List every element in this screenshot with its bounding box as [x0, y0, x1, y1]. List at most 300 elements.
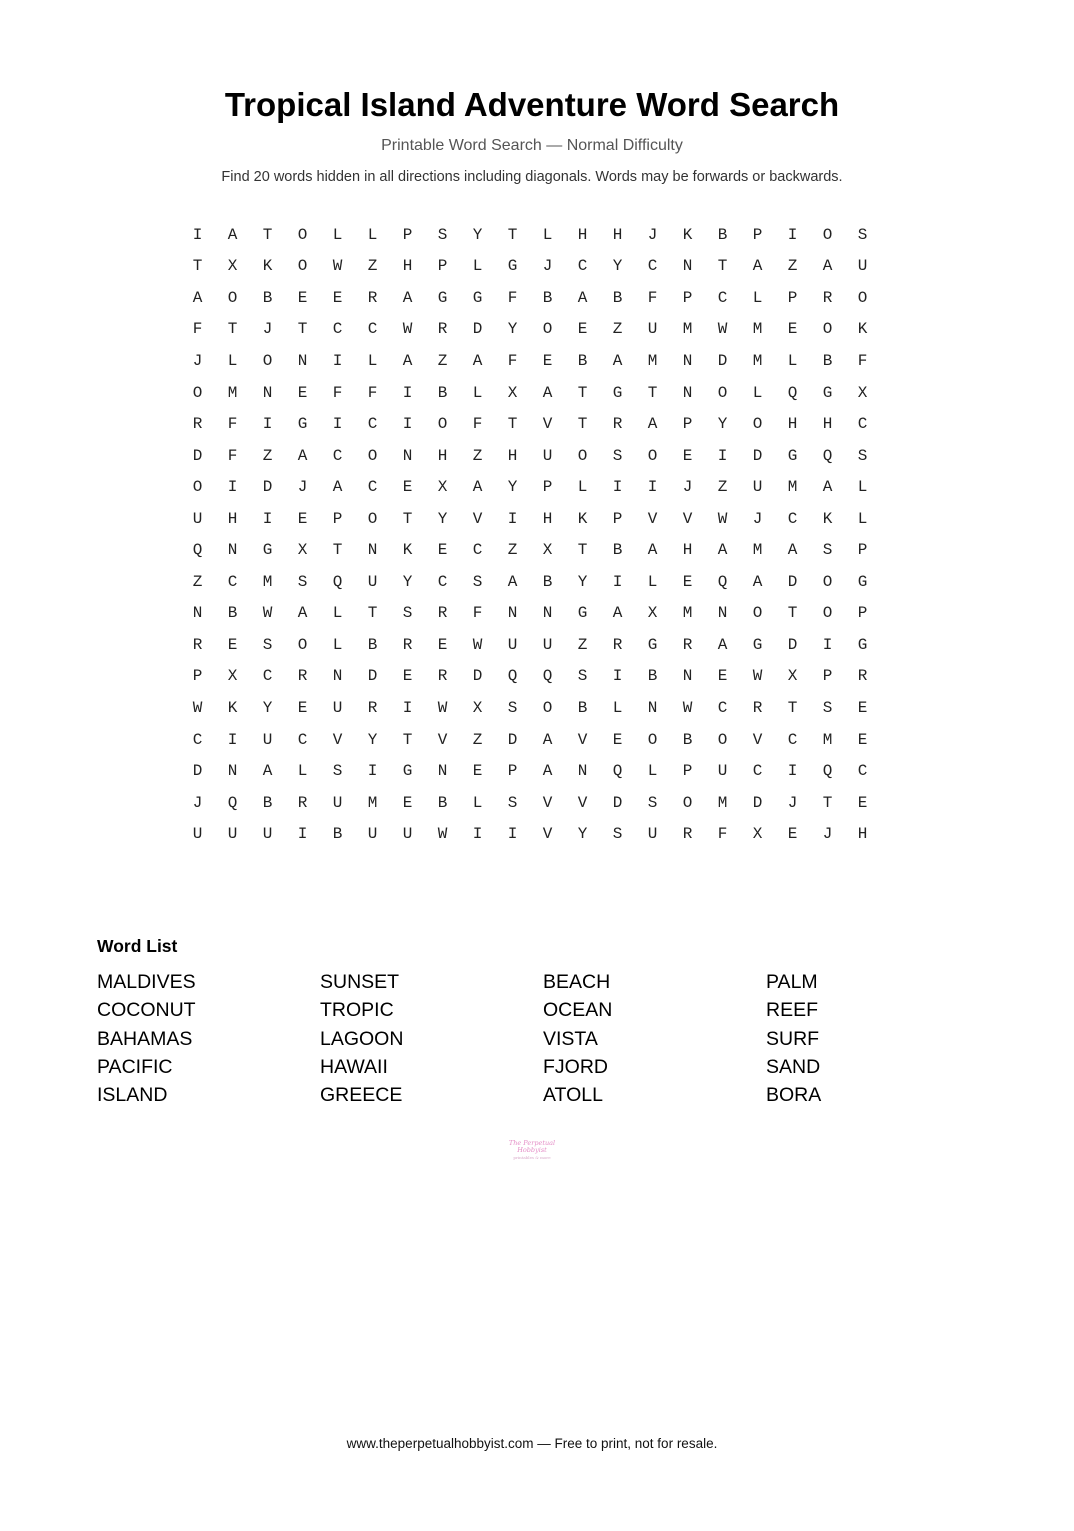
- grid-cell: V: [437, 730, 448, 749]
- grid-cell: I: [227, 730, 238, 749]
- grid-cell: R: [192, 415, 203, 434]
- grid-cell: E: [857, 698, 868, 717]
- grid-cell: U: [507, 635, 518, 654]
- grid-cell: P: [682, 415, 693, 434]
- grid-cell: J: [647, 225, 658, 244]
- grid-cell: N: [332, 667, 343, 686]
- grid-cell: A: [297, 604, 308, 623]
- grid-cell: Y: [437, 509, 448, 528]
- grid-cell: S: [612, 825, 623, 844]
- grid-cell: I: [332, 351, 343, 370]
- grid-cell: T: [577, 415, 588, 434]
- grid-cell: A: [647, 541, 658, 560]
- grid-row: [180, 377, 880, 409]
- grid-cell: A: [647, 415, 658, 434]
- grid-cell: E: [787, 825, 798, 844]
- grid-cell: X: [752, 825, 763, 844]
- grid-cell: O: [647, 446, 658, 465]
- grid-cell: R: [192, 635, 203, 654]
- grid-cell: S: [857, 446, 868, 465]
- grid-cell: O: [262, 351, 273, 370]
- grid-cell: S: [612, 446, 623, 465]
- grid-cell: M: [367, 793, 378, 812]
- grid-cell: V: [542, 825, 553, 844]
- grid-cell: A: [612, 604, 623, 623]
- grid-cell: A: [542, 730, 553, 749]
- grid-cell: A: [752, 572, 763, 591]
- grid-cell: M: [227, 383, 238, 402]
- word-list-item: FJORD: [543, 1055, 608, 1078]
- grid-cell: J: [192, 351, 203, 370]
- grid-cell: I: [332, 415, 343, 434]
- grid-cell: H: [402, 257, 413, 276]
- word-list-column: [320, 968, 543, 1109]
- grid-cell: O: [227, 288, 238, 307]
- grid-cell: G: [822, 383, 833, 402]
- grid-cell: T: [787, 698, 798, 717]
- grid-cell: I: [227, 478, 238, 497]
- grid-cell: B: [542, 572, 553, 591]
- grid-cell: B: [682, 730, 693, 749]
- grid-cell: I: [647, 478, 658, 497]
- grid-cell: X: [787, 667, 798, 686]
- grid-cell: F: [857, 351, 868, 370]
- grid-cell: A: [262, 762, 273, 781]
- grid-cell: D: [192, 762, 203, 781]
- grid-cell: T: [577, 383, 588, 402]
- instructions-text: Find 20 words hidden in all directions including diagonals. Words may be forwards or backwards.: [221, 169, 843, 185]
- grid-cell: C: [752, 762, 763, 781]
- grid-cell: H: [437, 446, 448, 465]
- grid-cell: Q: [542, 667, 553, 686]
- grid-cell: T: [297, 320, 308, 339]
- grid-cell: T: [402, 730, 413, 749]
- grid-cell: M: [752, 541, 763, 560]
- grid-cell: B: [542, 288, 553, 307]
- grid-cell: Q: [192, 541, 203, 560]
- grid-cell: Z: [192, 572, 203, 591]
- grid-cell: D: [752, 446, 763, 465]
- grid-cell: I: [402, 383, 413, 402]
- grid-cell: M: [787, 478, 798, 497]
- grid-cell: C: [857, 415, 868, 434]
- grid-cell: R: [612, 415, 623, 434]
- grid-cell: R: [437, 604, 448, 623]
- word-list-item: GREECE: [320, 1084, 403, 1107]
- grid-cell: E: [472, 762, 483, 781]
- grid-cell: F: [332, 383, 343, 402]
- grid-cell: N: [682, 351, 693, 370]
- grid-cell: N: [682, 667, 693, 686]
- grid-cell: S: [822, 541, 833, 560]
- grid-cell: E: [542, 351, 553, 370]
- grid-cell: C: [787, 730, 798, 749]
- grid-cell: Z: [507, 541, 518, 560]
- grid-cell: U: [542, 635, 553, 654]
- grid-cell: L: [472, 383, 483, 402]
- grid-cell: Q: [227, 793, 238, 812]
- grid-cell: G: [472, 288, 483, 307]
- grid-cell: Z: [577, 635, 588, 654]
- grid-cell: T: [262, 225, 273, 244]
- grid-cell: O: [367, 446, 378, 465]
- grid-row: [180, 282, 880, 314]
- grid-cell: E: [682, 446, 693, 465]
- grid-cell: I: [192, 225, 203, 244]
- grid-cell: X: [507, 383, 518, 402]
- grid-cell: H: [857, 825, 868, 844]
- grid-cell: Z: [472, 446, 483, 465]
- grid-cell: A: [787, 541, 798, 560]
- grid-cell: H: [577, 225, 588, 244]
- grid-cell: U: [262, 825, 273, 844]
- grid-cell: D: [717, 351, 728, 370]
- grid-cell: T: [402, 509, 413, 528]
- grid-row: [180, 818, 880, 850]
- grid-cell: E: [332, 288, 343, 307]
- word-list-item: LAGOON: [320, 1027, 404, 1050]
- grid-cell: X: [297, 541, 308, 560]
- grid-row: [180, 251, 880, 283]
- grid-cell: P: [682, 762, 693, 781]
- grid-cell: L: [647, 762, 658, 781]
- grid-cell: U: [332, 698, 343, 717]
- grid-cell: R: [437, 667, 448, 686]
- grid-cell: M: [822, 730, 833, 749]
- grid-cell: S: [577, 667, 588, 686]
- grid-cell: U: [402, 825, 413, 844]
- grid-cell: I: [612, 478, 623, 497]
- word-list-item: BEACH: [543, 971, 611, 993]
- word-list-item: ISLAND: [97, 1084, 168, 1107]
- grid-cell: X: [647, 604, 658, 623]
- grid-cell: T: [647, 383, 658, 402]
- grid-cell: V: [332, 730, 343, 749]
- grid-cell: F: [507, 351, 518, 370]
- grid-cell: C: [577, 257, 588, 276]
- grid-cell: G: [297, 415, 308, 434]
- grid-cell: D: [787, 572, 798, 591]
- grid-cell: M: [752, 351, 763, 370]
- grid-cell: V: [542, 415, 553, 434]
- grid-row: [180, 661, 880, 693]
- grid-row: [180, 692, 880, 724]
- word-list-column: [543, 968, 766, 1109]
- grid-cell: O: [717, 383, 728, 402]
- grid-cell: H: [542, 509, 553, 528]
- page-subtitle: Printable Word Search — Normal Difficulty: [381, 137, 683, 154]
- grid-cell: N: [297, 351, 308, 370]
- grid-cell: L: [227, 351, 238, 370]
- grid-cell: J: [787, 793, 798, 812]
- word-list: [97, 968, 997, 1109]
- word-list-item: BAHAMAS: [97, 1027, 193, 1050]
- grid-cell: S: [437, 225, 448, 244]
- grid-cell: N: [682, 383, 693, 402]
- grid-cell: O: [822, 604, 833, 623]
- grid-cell: R: [682, 635, 693, 654]
- grid-cell: B: [262, 793, 273, 812]
- grid-cell: U: [192, 509, 203, 528]
- word-list-item: COCONUT: [97, 999, 196, 1022]
- grid-cell: M: [717, 793, 728, 812]
- grid-cell: E: [682, 572, 693, 591]
- grid-row: [180, 724, 880, 756]
- grid-cell: Q: [717, 572, 728, 591]
- grid-cell: O: [682, 793, 693, 812]
- grid-cell: T: [367, 604, 378, 623]
- grid-cell: C: [262, 667, 273, 686]
- grid-cell: E: [717, 667, 728, 686]
- grid-cell: L: [857, 478, 868, 497]
- grid-cell: W: [192, 698, 203, 717]
- grid-cell: P: [332, 509, 343, 528]
- grid-cell: K: [227, 698, 238, 717]
- grid-cell: O: [822, 320, 833, 339]
- grid-cell: Q: [787, 383, 798, 402]
- grid-cell: T: [227, 320, 238, 339]
- grid-cell: E: [297, 383, 308, 402]
- grid-cell: F: [507, 288, 518, 307]
- grid-cell: O: [367, 509, 378, 528]
- grid-cell: O: [752, 604, 763, 623]
- grid-row: [180, 503, 880, 535]
- grid-cell: F: [192, 320, 203, 339]
- grid-cell: I: [367, 762, 378, 781]
- grid-cell: O: [717, 730, 728, 749]
- grid-cell: F: [227, 415, 238, 434]
- grid-cell: C: [332, 446, 343, 465]
- grid-cell: A: [542, 383, 553, 402]
- grid-cell: B: [437, 793, 448, 812]
- word-list-item: REEF: [766, 999, 819, 1022]
- grid-cell: I: [472, 825, 483, 844]
- grid-cell: I: [787, 762, 798, 781]
- grid-cell: T: [192, 257, 203, 276]
- grid-cell: O: [192, 478, 203, 497]
- grid-cell: U: [647, 320, 658, 339]
- grid-cell: R: [857, 667, 868, 686]
- grid-cell: V: [647, 509, 658, 528]
- grid-cell: I: [612, 667, 623, 686]
- grid-cell: Z: [437, 351, 448, 370]
- grid-cell: X: [542, 541, 553, 560]
- grid-cell: Z: [472, 730, 483, 749]
- grid-cell: P: [612, 509, 623, 528]
- word-list-item: MALDIVES: [97, 971, 196, 993]
- word-list-item: BORA: [766, 1084, 822, 1107]
- grid-cell: P: [507, 762, 518, 781]
- grid-cell: D: [787, 635, 798, 654]
- grid-cell: Q: [822, 762, 833, 781]
- grid-cell: A: [402, 288, 413, 307]
- grid-row: [180, 566, 880, 598]
- grid-cell: I: [262, 415, 273, 434]
- grid-cell: K: [262, 257, 273, 276]
- grid-cell: W: [717, 320, 728, 339]
- grid-cell: H: [682, 541, 693, 560]
- grid-cell: C: [227, 572, 238, 591]
- grid-cell: G: [857, 635, 868, 654]
- grid-cell: W: [402, 320, 413, 339]
- grid-cell: L: [367, 351, 378, 370]
- grid-cell: B: [227, 604, 238, 623]
- grid-cell: Y: [367, 730, 378, 749]
- grid-cell: B: [612, 541, 623, 560]
- grid-cell: O: [297, 635, 308, 654]
- grid-cell: W: [332, 257, 343, 276]
- grid-row: [180, 629, 880, 661]
- grid-cell: C: [857, 762, 868, 781]
- grid-cell: N: [227, 541, 238, 560]
- grid-cell: V: [577, 793, 588, 812]
- grid-cell: E: [437, 635, 448, 654]
- logo-line-1: The Perpetual: [508, 1139, 556, 1147]
- grid-cell: M: [262, 572, 273, 591]
- word-list-item: HAWAII: [320, 1055, 388, 1078]
- grid-cell: O: [297, 257, 308, 276]
- grid-row: [180, 755, 880, 787]
- grid-cell: Y: [507, 320, 518, 339]
- grid-cell: B: [612, 288, 623, 307]
- grid-cell: A: [717, 541, 728, 560]
- grid-cell: X: [227, 257, 238, 276]
- grid-cell: T: [507, 225, 518, 244]
- grid-cell: L: [752, 288, 763, 307]
- grid-cell: P: [542, 478, 553, 497]
- grid-cell: L: [752, 383, 763, 402]
- grid-cell: T: [507, 415, 518, 434]
- grid-cell: K: [857, 320, 868, 339]
- grid-cell: O: [542, 698, 553, 717]
- grid-cell: I: [262, 509, 273, 528]
- grid-cell: T: [822, 793, 833, 812]
- grid-cell: O: [542, 320, 553, 339]
- grid-row: [180, 314, 880, 346]
- grid-cell: N: [507, 604, 518, 623]
- grid-cell: M: [752, 320, 763, 339]
- grid-cell: W: [472, 635, 483, 654]
- grid-cell: W: [717, 509, 728, 528]
- grid-cell: U: [367, 825, 378, 844]
- brand-logo: [507, 1140, 557, 1166]
- grid-row: [180, 787, 880, 819]
- grid-cell: C: [647, 257, 658, 276]
- grid-cell: A: [192, 288, 203, 307]
- grid-cell: N: [367, 541, 378, 560]
- grid-cell: D: [367, 667, 378, 686]
- grid-cell: Z: [717, 478, 728, 497]
- grid-cell: R: [297, 667, 308, 686]
- grid-cell: Y: [507, 478, 518, 497]
- grid-cell: G: [787, 446, 798, 465]
- grid-row: [180, 534, 880, 566]
- grid-cell: E: [297, 509, 308, 528]
- grid-cell: L: [367, 225, 378, 244]
- grid-cell: B: [262, 288, 273, 307]
- grid-cell: C: [367, 478, 378, 497]
- word-list-item: ATOLL: [543, 1084, 603, 1107]
- page-title: Tropical Island Adventure Word Search: [224, 86, 840, 123]
- grid-cell: T: [717, 257, 728, 276]
- grid-cell: R: [297, 793, 308, 812]
- grid-cell: C: [192, 730, 203, 749]
- grid-cell: H: [612, 225, 623, 244]
- grid-cell: W: [752, 667, 763, 686]
- grid-cell: I: [787, 225, 798, 244]
- grid-cell: U: [367, 572, 378, 591]
- grid-cell: N: [402, 446, 413, 465]
- grid-cell: J: [262, 320, 273, 339]
- grid-cell: H: [822, 415, 833, 434]
- grid-cell: O: [437, 415, 448, 434]
- grid-cell: Y: [577, 825, 588, 844]
- grid-cell: G: [647, 635, 658, 654]
- grid-cell: P: [682, 288, 693, 307]
- grid-cell: L: [332, 635, 343, 654]
- grid-cell: A: [227, 225, 238, 244]
- grid-row: [180, 219, 880, 251]
- grid-cell: G: [437, 288, 448, 307]
- logo-line-3: printables & more: [513, 1155, 551, 1160]
- grid-cell: L: [472, 793, 483, 812]
- grid-cell: G: [857, 572, 868, 591]
- grid-cell: J: [752, 509, 763, 528]
- grid-cell: Q: [612, 762, 623, 781]
- grid-cell: D: [472, 667, 483, 686]
- grid-cell: L: [577, 478, 588, 497]
- grid-cell: C: [367, 320, 378, 339]
- grid-cell: E: [227, 635, 238, 654]
- grid-cell: G: [402, 762, 413, 781]
- grid-cell: A: [332, 478, 343, 497]
- grid-cell: R: [402, 635, 413, 654]
- grid-cell: D: [262, 478, 273, 497]
- grid-cell: O: [752, 415, 763, 434]
- grid-cell: Q: [822, 446, 833, 465]
- grid-cell: R: [752, 698, 763, 717]
- grid-cell: W: [437, 825, 448, 844]
- grid-cell: K: [577, 509, 588, 528]
- grid-cell: E: [612, 730, 623, 749]
- grid-cell: E: [787, 320, 798, 339]
- grid-cell: O: [577, 446, 588, 465]
- grid-cell: I: [717, 446, 728, 465]
- grid-cell: R: [822, 288, 833, 307]
- grid-cell: D: [192, 446, 203, 465]
- grid-cell: B: [647, 667, 658, 686]
- word-list-column: [97, 968, 320, 1109]
- word-list-item: SURF: [766, 1027, 820, 1050]
- grid-cell: X: [857, 383, 868, 402]
- grid-cell: J: [682, 478, 693, 497]
- grid-cell: I: [612, 572, 623, 591]
- grid-cell: E: [402, 793, 413, 812]
- grid-cell: R: [612, 635, 623, 654]
- grid-cell: U: [752, 478, 763, 497]
- grid-cell: N: [682, 257, 693, 276]
- word-list-heading: Word List: [97, 936, 178, 956]
- grid-row: [180, 440, 880, 472]
- grid-cell: O: [297, 225, 308, 244]
- grid-cell: Y: [612, 257, 623, 276]
- grid-cell: Y: [577, 572, 588, 591]
- grid-cell: N: [717, 604, 728, 623]
- grid-cell: M: [682, 604, 693, 623]
- grid-cell: P: [857, 604, 868, 623]
- grid-cell: N: [577, 762, 588, 781]
- grid-cell: B: [577, 698, 588, 717]
